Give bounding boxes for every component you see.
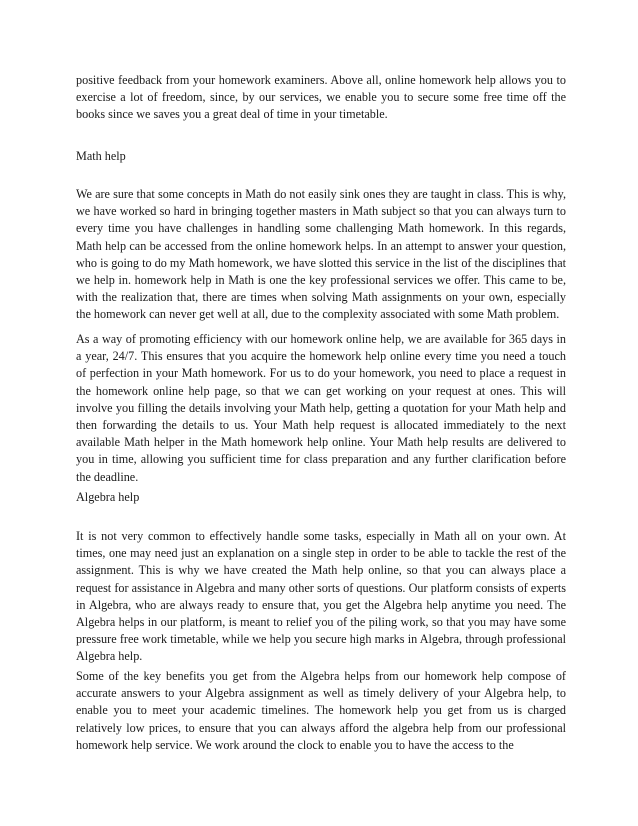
math-help-paragraph-2: As a way of promoting efficiency with our homework online help, we are available for 365 days in a year, 24/7. This ensures that you acquire the homework help online every time you need a touch of perfection in your Math homework. For us to do your homework, you need to place a request in the homework online help page, so that we can get working on your request at ones. This will involve you filling the details involving your Math help, getting a quotation for your Math help and then forwarding the details to us. Your Math help request is allocated immediately to the next available Math helper in the Math homework help online. Your Math help results are delivered to you in time, allowing you sufficient time for class preparation and any further clarification before the deadline. [76,332,566,484]
math-help-heading: Math help [76,149,126,163]
algebra-help-paragraph-1: It is not very common to effectively handle some tasks, especially in Math all on your own. At times, one may need just an explanation on a single step in order to be able to tackle the rest of the assignment. This is why we have created the Math help online, so that you can always place a request for assistance in Algebra and many other sorts of questions. Our platform consists of experts in Algebra, who are always ready to ensure that, you get the Algebra help anytime you need. The Algebra helps in our platform, is meant to relief you of the piling work, so that you may have some pressure free work timetable, while we help you secure high marks in Algebra, through professional Algebra help. [76,529,566,664]
intro-paragraph: positive feedback from your homework examiners. Above all, online homework help allows you to exercise a lot of freedom, since, by our services, we enable you to secure some free time off the books since we saves you a great deal of time in your timetable. [76,73,566,122]
algebra-help-heading: Algebra help [76,490,140,504]
math-help-paragraph-1: We are sure that some concepts in Math do not easily sink ones they are taught in class. This is why, we have worked so hard in bringing together masters in Math subject so that you can always turn to every time you have challenges in handling some challenging Math homework. In this regards, Math help can be accessed from the online homework helps. In an attempt to answer your question, who is going to do my Math homework, we have slotted this service in the list of the disciplines that we help in. homework help in Math is one the key professional services we offer. This came to be, with the realization that, there are times when solving Math assignments on your own, especially the homework can never get well at all, due to the complexity associated with some Math problem. [76,187,566,322]
algebra-help-paragraph-2: Some of the key benefits you get from the Algebra helps from our homework help compose of accurate answers to your Algebra assignment as well as timely delivery of your Algebra help, to enable you to meet your academic timelines. The homework help you get from us is charged relatively low prices, to ensure that you can always afford the algebra help from our professional homework help service. We work around the clock to enable you to have the access to the [76,669,566,752]
